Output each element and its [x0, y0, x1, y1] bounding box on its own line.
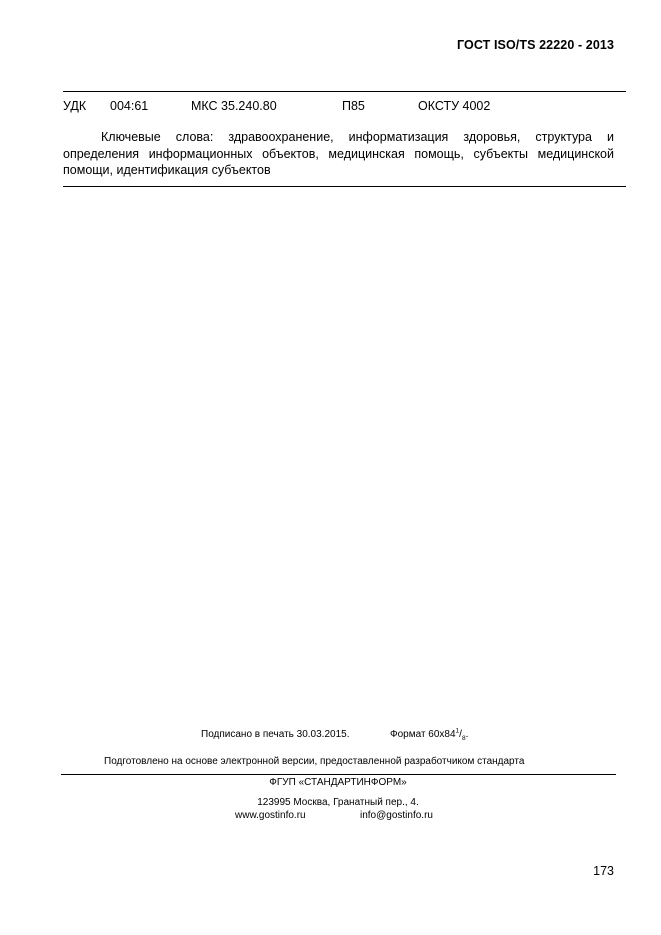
keywords-paragraph: Ключевые слова: здравоохранение, информатизация здоровья, структура и определения информационных объектов, медицинская помощь, субъекты медицинской помощи, идентификация субъектов: [63, 130, 614, 177]
format-dot: .: [465, 729, 469, 740]
udk-label: УДК: [63, 99, 87, 113]
print-format: Формат $60х84^1/_8$.: [390, 727, 469, 742]
email-link[interactable]: info@gostinfo.ru: [360, 810, 433, 821]
format-sup: 1: [455, 727, 460, 735]
prepared-note: Подготовлено на основе электронной версии, предоставленной разработчиком стандарта: [104, 756, 525, 767]
publisher-address: 123995 Москва, Гранатный пер., 4.: [257, 797, 419, 808]
udk-value: 004:61: [110, 99, 149, 113]
imprint-divider: [61, 774, 616, 775]
standard-code-header: ГОСТ ISO/TS 22220 - 2013: [457, 38, 614, 52]
publisher-name: ФГУП «СТАНДАРТИНФОРМ»: [269, 777, 407, 788]
p-code: П85: [342, 99, 365, 113]
okstu-code: ОКСТУ 4002: [418, 99, 491, 113]
format-label: Формат 60х84: [390, 729, 456, 740]
signed-date: Подписано в печать 30.03.2015.: [201, 729, 350, 740]
website-link[interactable]: www.gostinfo.ru: [235, 810, 306, 821]
mks-code: МКС 35.240.80: [191, 99, 277, 113]
top-divider: [63, 91, 626, 92]
page-number: 173: [593, 864, 614, 878]
keywords-divider: [63, 186, 626, 187]
format-sub: 8: [461, 735, 466, 742]
